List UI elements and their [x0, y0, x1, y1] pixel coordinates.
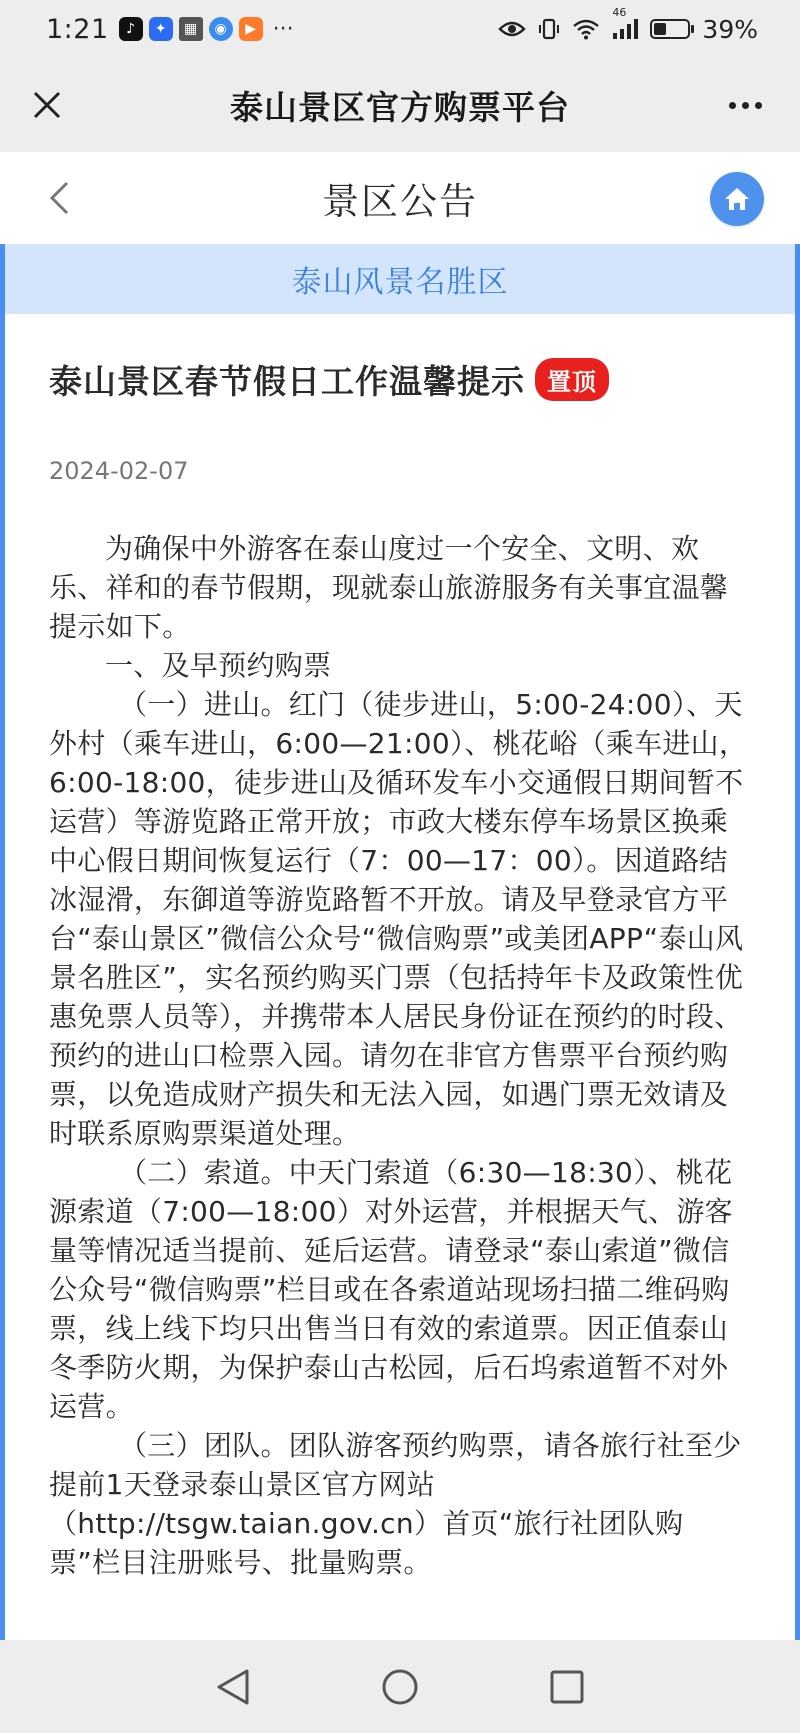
- content-frame: [0, 244, 800, 1640]
- pinned-badge: 置顶: [535, 358, 609, 401]
- article-date: 2024-02-07: [49, 457, 189, 485]
- article-paragraph: （一）进山。红门（徒步进山，5:00-24:00）、天外村（乘车进山，6:00—21:00）、桃花峪（乘车进山，6:00-18:00，徒步进山及循环发车小交通假日期间暂不运营）等游览路正常开放；市政大楼东停车场景区换乘中心假日期间恢复运行（7：00—17：00）。因道路结冰湿滑，东御道等游览路暂不开放。请及早登录官方平台“泰山景区”微信公众号“微信购票”或美团APP“泰山风景名胜区”，实名预约购买门票（包括持年卡及政策性优惠免票人员等），并携带本人居民身份证在预约的时段、预约的进山口检票入园。请勿在非官方售票平台预约购票，以免造成财产损失和无法入园，如遇门票无效请及时联系原购票渠道处理。: [49, 688, 748, 1150]
- battery-icon: [650, 19, 690, 39]
- app-title: 泰山景区官方购票平台: [230, 87, 570, 127]
- triangle-back-icon: [215, 1668, 251, 1706]
- close-icon: [32, 90, 62, 120]
- video-icon: ▶: [239, 17, 263, 41]
- article-paragraph: 为确保中外游客在泰山度过一个安全、文明、欢乐、祥和的春节假期，现就泰山旅游服务有关事宜温馨提示如下。: [49, 532, 729, 643]
- mini-program-title-bar: [0, 58, 800, 152]
- article-header: [49, 356, 753, 403]
- battery-percent: 39%: [702, 14, 758, 44]
- square-recents-icon: [549, 1669, 585, 1705]
- back-button[interactable]: [34, 172, 84, 224]
- cell-signal-icon: [612, 6, 638, 40]
- status-bar: [0, 0, 800, 58]
- wifi-icon: [572, 18, 600, 40]
- page-header: [0, 152, 800, 244]
- nav-back-button[interactable]: [203, 1657, 263, 1717]
- scenic-area-banner: [5, 244, 795, 314]
- page-title: 景区公告: [322, 180, 478, 223]
- nav-home-button[interactable]: [370, 1657, 430, 1717]
- circle-home-icon: [380, 1667, 420, 1707]
- nav-recents-button[interactable]: [537, 1657, 597, 1717]
- eye-icon: [498, 19, 526, 39]
- more-icon-dot: [755, 102, 762, 109]
- article-body: [49, 529, 753, 1582]
- article-section-heading: 一、及早预约购票: [105, 649, 332, 682]
- home-icon: [723, 186, 751, 212]
- signal-label: 46: [612, 6, 627, 19]
- article-title: 泰山景区春节假日工作温馨提示: [49, 362, 525, 401]
- more-button[interactable]: [720, 80, 770, 130]
- system-navigation-bar: [0, 1640, 800, 1733]
- tiktok-icon: ♪: [119, 17, 143, 41]
- announcement-article: [5, 356, 795, 1582]
- close-button[interactable]: [22, 80, 72, 130]
- banner-title: 泰山风景名胜区: [291, 265, 509, 300]
- browser-icon: ◉: [209, 17, 233, 41]
- home-button[interactable]: [710, 172, 764, 226]
- status-indicators: [498, 6, 758, 44]
- gift-icon: ▦: [179, 17, 203, 41]
- more-icon: [729, 102, 736, 109]
- status-time: 1:21: [46, 13, 109, 45]
- article-paragraph: （三）团队。团队游客预约购票，请各旅行社至少提前1天登录泰山景区官方网站（http://tsgw.taian.gov.cn）首页“旅行社团队购票”栏目注册账号、批量购票。: [49, 1429, 742, 1579]
- article-paragraph: （二）索道。中天门索道（6:30—18:30）、桃花源索道（7:00—18:00）对外运营，并根据天气、游客量等情况适当提前、延后运营。请登录“泰山索道”微信公众号“微信购票”栏目或在各索道站现场扫描二维码购票，线上线下均只出售当日有效的索道票。因正值泰山冬季防火期，为保护泰山古松园，后石坞索道暂不对外运营。: [49, 1156, 733, 1423]
- lightbulb-icon: ✦: [149, 17, 173, 41]
- battery-fill: [654, 23, 666, 35]
- more-icon-dot: [742, 102, 749, 109]
- chevron-left-icon: [48, 181, 70, 215]
- vibrate-icon: [538, 17, 560, 41]
- more-notifications-icon: ···: [272, 16, 294, 42]
- status-app-icons: [119, 17, 294, 42]
